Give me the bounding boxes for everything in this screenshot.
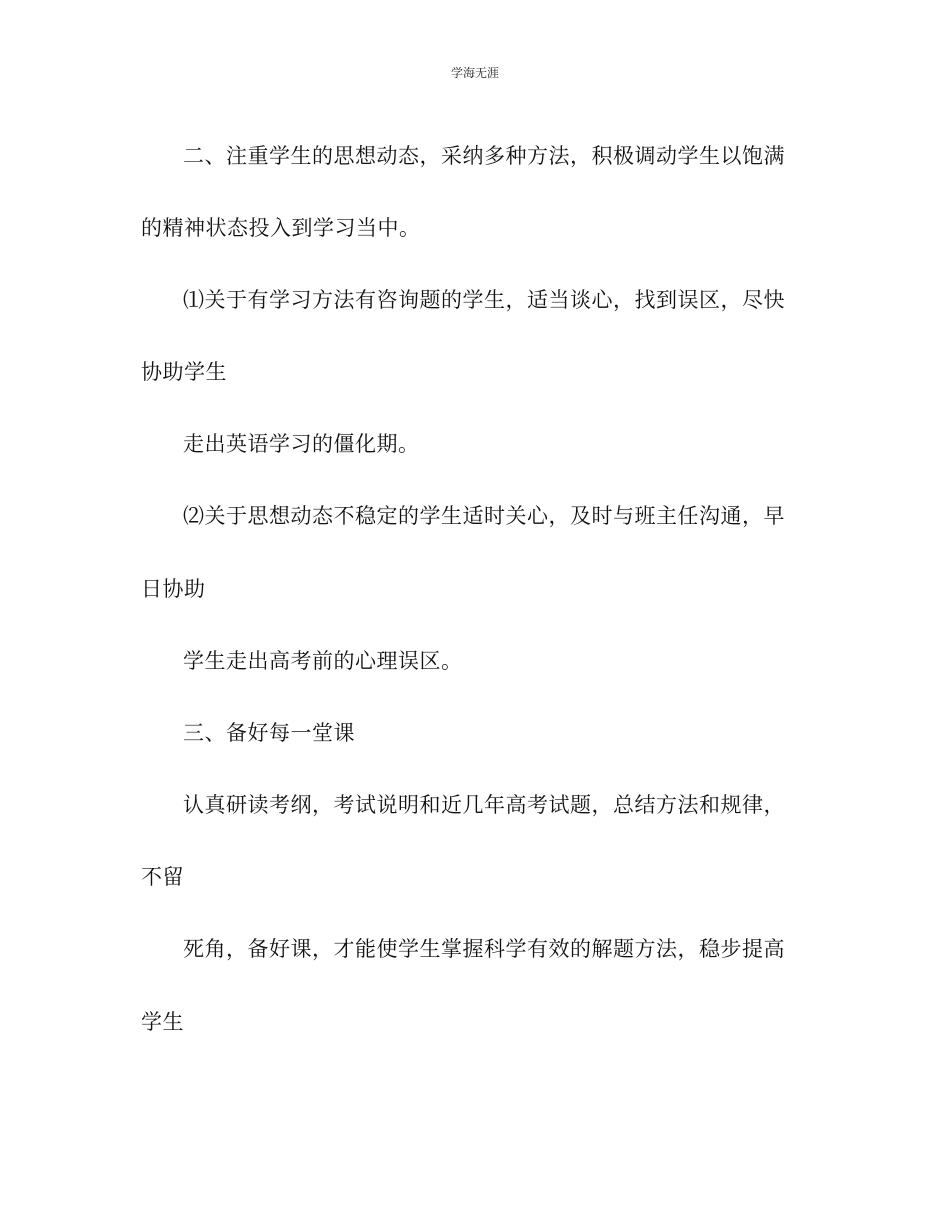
text-line: 二、注重学生的思想动态，采纳多种方法，积极调动学生以饱满 (183, 144, 785, 168)
text-line: 走出英语学习的僵化期。 (183, 432, 420, 456)
text-line: 认真研读考纲，考试说明和近几年高考试题，总结方法和规律， (183, 793, 785, 817)
text-line: 协助学生 (141, 360, 227, 384)
page-header: 学海无涯 (450, 66, 499, 80)
text-line: 不留 (141, 865, 184, 889)
text-line: 死角，备好课，才能使学生掌握科学有效的解题方法，稳步提高 (183, 937, 785, 961)
text-line: 日协助 (141, 577, 206, 601)
section-heading: 三、备好每一堂课 (183, 721, 355, 745)
text-line: ⑴关于有学习方法有咨询题的学生，适当谈心，找到误区，尽快 (183, 288, 785, 312)
text-line: 学生 (141, 1010, 184, 1034)
text-line: 学生走出高考前的心理误区。 (183, 649, 463, 673)
text-line: 的精神状态投入到学习当中。 (141, 216, 421, 240)
text-line: ⑵关于思想动态不稳定的学生适时关心，及时与班主任沟通，早 (183, 504, 785, 528)
